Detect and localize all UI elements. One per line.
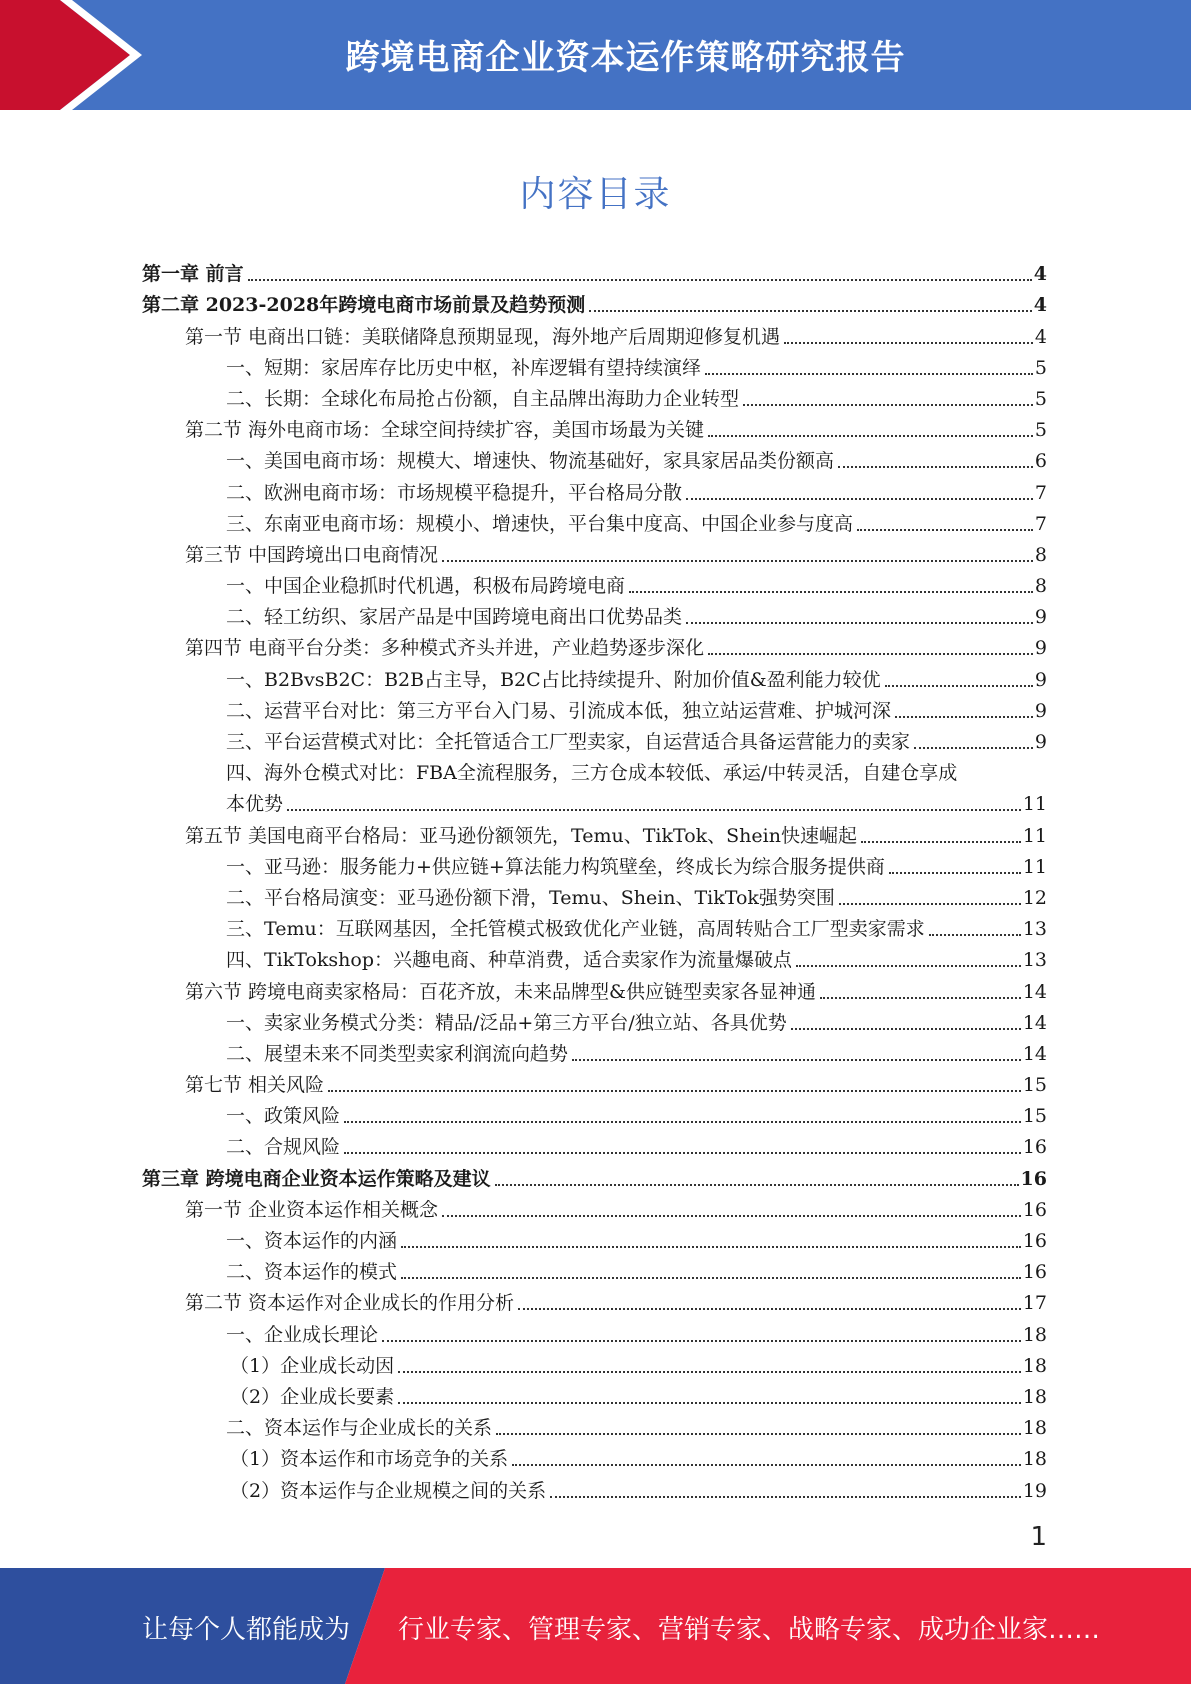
- toc-entry-page: 14: [1022, 980, 1047, 1003]
- footer-slogan-right: 行业专家、管理专家、营销专家、战略专家、成功企业家……: [398, 1615, 1101, 1645]
- dot-leader: [248, 279, 1032, 281]
- toc-entry-label: 第一章 前言: [142, 263, 244, 286]
- toc-entry[interactable]: [142, 1439, 1047, 1470]
- toc-entry-label: （1）企业成长动因: [230, 1354, 395, 1377]
- toc-entry-page: 16: [1020, 1167, 1047, 1190]
- toc-entry[interactable]: [142, 971, 1047, 1002]
- toc-entry-label: 一、卖家业务模式分类：精品/泛品+第三方平台/独立站、各具优势: [226, 1011, 787, 1034]
- report-title: 跨境电商企业资本运作策略研究报告: [345, 38, 906, 78]
- dot-leader: [398, 1371, 1021, 1373]
- toc-entry[interactable]: [142, 535, 1047, 566]
- dot-leader: [743, 404, 1033, 406]
- table-of-contents: [142, 254, 1047, 1502]
- dot-leader: [705, 373, 1033, 375]
- toc-entry[interactable]: [142, 1252, 1047, 1283]
- dot-leader: [328, 1090, 1021, 1092]
- dot-leader: [572, 1059, 1021, 1061]
- dot-leader: [708, 435, 1033, 437]
- toc-entry-page: 15: [1022, 1074, 1047, 1097]
- dot-leader: [550, 1496, 1021, 1498]
- toc-entry[interactable]: [142, 659, 1047, 690]
- toc-entry-page: 7: [1034, 481, 1047, 504]
- toc-entry-page: 7: [1034, 512, 1047, 535]
- toc-entry-page: 18: [1022, 1354, 1047, 1377]
- toc-entry-page: 12: [1022, 886, 1047, 909]
- toc-entry-label: 第二节 资本运作对企业成长的作用分析: [185, 1292, 515, 1315]
- toc-entry-label: 一、B2BvsB2C：B2B占主导，B2C占比持续提升、附加价值&盈利能力较优: [226, 668, 881, 691]
- toc-entry-label: 二、资本运作的模式: [226, 1261, 398, 1284]
- dot-leader: [839, 903, 1021, 905]
- toc-entry-page: 4: [1033, 263, 1047, 286]
- toc-entry-page: 17: [1022, 1292, 1047, 1315]
- toc-entry[interactable]: [142, 441, 1047, 472]
- toc-entry-label: （2）资本运作与企业规模之间的关系: [230, 1479, 547, 1502]
- toc-entry-label: 二、平台格局演变：亚马逊份额下滑，Temu、Shein、TikTok强势突围: [226, 886, 835, 909]
- toc-entry[interactable]: [142, 1158, 1047, 1189]
- dot-leader: [929, 934, 1021, 936]
- toc-entry[interactable]: [142, 1221, 1047, 1252]
- toc-entry-label: 二、运营平台对比：第三方平台入门易、引流成本低，独立站运营难、护城河深: [226, 699, 892, 722]
- toc-entry-label: 二、资本运作与企业成长的关系: [226, 1417, 493, 1440]
- dot-leader: [589, 310, 1032, 312]
- toc-entry-label: 第三节 中国跨境出口电商情况: [185, 543, 439, 566]
- dot-leader: [895, 716, 1033, 718]
- toc-entry[interactable]: [142, 628, 1047, 659]
- dot-leader: [861, 841, 1021, 843]
- toc-entry-label: 第一节 企业资本运作相关概念: [185, 1198, 439, 1221]
- toc-entry-label: 第四节 电商平台分类：多种模式齐头并进，产业趋势逐步深化: [185, 637, 705, 660]
- dot-leader: [791, 1028, 1021, 1030]
- toc-entry[interactable]: [142, 285, 1047, 316]
- toc-entry-label: 一、美国电商市场：规模大、增速快、物流基础好，家具家居品类份额高: [226, 450, 835, 473]
- toc-entry[interactable]: [142, 1470, 1047, 1501]
- toc-entry-page: 11: [1022, 855, 1047, 878]
- toc-entry-page: 14: [1022, 1011, 1047, 1034]
- toc-entry[interactable]: [142, 1096, 1047, 1127]
- dot-leader: [344, 1152, 1021, 1154]
- toc-entry[interactable]: [142, 348, 1047, 379]
- toc-entry[interactable]: [142, 753, 1047, 815]
- toc-entry[interactable]: [142, 1190, 1047, 1221]
- toc-entry-label: 三、Temu：互联网基因，全托管模式极致优化产业链，高周转贴合工厂型卖家需求: [226, 918, 925, 941]
- toc-entry-page: 15: [1022, 1105, 1047, 1128]
- toc-entry-page: 16: [1022, 1261, 1047, 1284]
- toc-entry[interactable]: [142, 1034, 1047, 1065]
- toc-entry-page: 11: [1022, 824, 1047, 847]
- toc-entry-label: 二、欧洲电商市场：市场规模平稳提升，平台格局分散: [226, 481, 683, 504]
- toc-entry-page: 18: [1022, 1417, 1047, 1440]
- dot-leader: [287, 809, 1021, 811]
- dot-leader: [518, 1308, 1021, 1310]
- toc-entry-label-continued: 本优势: [226, 793, 284, 816]
- toc-entry-page: 13: [1022, 949, 1047, 972]
- dot-leader: [512, 1464, 1021, 1466]
- toc-title: 内容目录: [519, 174, 672, 215]
- toc-entry[interactable]: [142, 1065, 1047, 1096]
- toc-entry-page: 9: [1034, 668, 1047, 691]
- toc-entry[interactable]: [142, 410, 1047, 441]
- toc-entry-page: 5: [1034, 387, 1047, 410]
- toc-entry-label: 一、短期：家居库存比历史中枢，补库逻辑有望持续演绎: [226, 356, 702, 379]
- dot-leader: [857, 529, 1033, 531]
- toc-entry-page: 5: [1034, 356, 1047, 379]
- dot-leader: [495, 1184, 1019, 1186]
- toc-entry[interactable]: [142, 1377, 1047, 1408]
- footer-band: [0, 1568, 1191, 1684]
- toc-entry-label: 三、平台运营模式对比：全托管适合工厂型卖家，自运营适合具备运营能力的卖家: [226, 731, 911, 753]
- toc-entry[interactable]: [142, 316, 1047, 347]
- toc-entry[interactable]: [142, 1314, 1047, 1345]
- toc-entry-page: 14: [1022, 1042, 1047, 1065]
- toc-entry-page: 18: [1022, 1448, 1047, 1471]
- toc-entry-label: 四、海外仓模式对比：FBA全流程服务，三方仓成本较低、承运/中转灵活，自建仓享成: [226, 762, 958, 785]
- toc-entry-label: 二、长期：全球化布局抢占份额，自主品牌出海助力企业转型: [226, 387, 740, 410]
- toc-entry[interactable]: [142, 504, 1047, 535]
- toc-entry[interactable]: [142, 940, 1047, 971]
- toc-entry[interactable]: [142, 691, 1047, 722]
- dot-leader: [708, 653, 1033, 655]
- toc-entry-label: 第七节 相关风险: [185, 1074, 325, 1097]
- toc-entry-label: 二、合规风险: [226, 1136, 341, 1159]
- dot-leader: [820, 997, 1021, 999]
- page-number: 1: [1030, 1522, 1047, 1552]
- dot-leader: [914, 747, 1033, 749]
- toc-entry-page: 16: [1022, 1136, 1047, 1159]
- header-band: [0, 0, 1191, 110]
- toc-entry-page: 19: [1022, 1479, 1047, 1502]
- footer-slogan-left: 让每个人都能成为: [142, 1615, 351, 1645]
- toc-entry-page: 8: [1034, 543, 1047, 566]
- dot-leader: [889, 872, 1021, 874]
- toc-entry[interactable]: [142, 1003, 1047, 1034]
- dot-leader: [344, 1121, 1021, 1123]
- toc-entry-page: 9: [1034, 731, 1047, 753]
- toc-entry-label: （1）资本运作和市场竞争的关系: [230, 1448, 509, 1471]
- toc-entry[interactable]: [142, 878, 1047, 909]
- toc-entry[interactable]: [142, 909, 1047, 940]
- toc-entry-label: （2）企业成长要素: [230, 1385, 395, 1408]
- toc-entry-page: 18: [1022, 1385, 1047, 1408]
- toc-entry-label: 第三章 跨境电商企业资本运作策略及建议: [142, 1167, 491, 1190]
- toc-entry-label: 一、亚马逊：服务能力+供应链+算法能力构筑壁垒，终成长为综合服务提供商: [226, 855, 885, 878]
- toc-entry-page: 4: [1033, 294, 1047, 317]
- toc-entry-page: 13: [1022, 918, 1047, 941]
- toc-entry-page: 8: [1034, 575, 1047, 598]
- toc-entry[interactable]: [142, 254, 1047, 285]
- toc-entry-label: 二、轻工纺织、家居产品是中国跨境电商出口优势品类: [226, 606, 683, 629]
- toc-entry-page: 6: [1034, 450, 1047, 473]
- dot-leader: [784, 342, 1033, 344]
- toc-entry[interactable]: [142, 379, 1047, 410]
- toc-entry[interactable]: [142, 1408, 1047, 1439]
- toc-entry-label: 第六节 跨境电商卖家格局：百花齐放，未来品牌型&供应链型卖家各显神通: [185, 980, 816, 1003]
- toc-entry-page: 9: [1034, 637, 1047, 660]
- toc-entry-page: 4: [1034, 325, 1047, 348]
- toc-entry-page: 11: [1022, 793, 1047, 816]
- toc-entry-label: 第一节 电商出口链：美联储降息预期显现，海外地产后周期迎修复机遇: [185, 325, 781, 348]
- dot-leader: [401, 1277, 1021, 1279]
- toc-entry[interactable]: [142, 566, 1047, 597]
- toc-entry-label: 二、展望未来不同类型卖家利润流向趋势: [226, 1042, 569, 1065]
- toc-entry-label: 三、东南亚电商市场：规模小、增速快，平台集中度高、中国企业参与度高: [226, 512, 854, 535]
- dot-leader: [442, 1215, 1021, 1217]
- toc-entry[interactable]: [142, 472, 1047, 503]
- dot-leader: [496, 1433, 1021, 1435]
- dot-leader: [382, 1340, 1021, 1342]
- dot-leader: [629, 591, 1033, 593]
- toc-entry[interactable]: [142, 847, 1047, 878]
- toc-entry-label: 一、政策风险: [226, 1105, 341, 1128]
- toc-entry-page: 16: [1022, 1198, 1047, 1221]
- dot-leader: [442, 560, 1033, 562]
- toc-entry[interactable]: [142, 1346, 1047, 1377]
- toc-entry-page: 9: [1034, 606, 1047, 629]
- dot-leader: [885, 685, 1033, 687]
- toc-entry-label: 第五节 美国电商平台格局：亚马逊份额领先，Temu、TikTok、Shein快速崛起: [185, 824, 857, 847]
- toc-entry-page: 5: [1034, 419, 1047, 442]
- toc-entry[interactable]: [142, 722, 1047, 753]
- dot-leader: [401, 1246, 1021, 1248]
- toc-entry-label: 一、企业成长理论: [226, 1323, 379, 1346]
- toc-entry-page: 18: [1022, 1323, 1047, 1346]
- toc-entry-page: 16: [1022, 1230, 1047, 1252]
- toc-entry-label: 第二节 海外电商市场：全球空间持续扩容，美国市场最为关键: [185, 419, 705, 442]
- dot-leader: [796, 965, 1021, 967]
- dot-leader: [838, 466, 1033, 468]
- dot-leader: [686, 498, 1033, 500]
- toc-entry-page: 9: [1034, 699, 1047, 722]
- dot-leader: [398, 1402, 1021, 1404]
- toc-entry[interactable]: [142, 1127, 1047, 1158]
- toc-entry[interactable]: [142, 1283, 1047, 1314]
- toc-entry-label: 第二章 2023-2028年跨境电商市场前景及趋势预测: [142, 294, 586, 317]
- toc-entry-label: 一、资本运作的内涵: [226, 1230, 398, 1252]
- dot-leader: [686, 622, 1033, 624]
- toc-entry[interactable]: [142, 597, 1047, 628]
- toc-entry-label: 四、TikTokshop：兴趣电商、种草消费，适合卖家作为流量爆破点: [226, 949, 793, 972]
- toc-entry[interactable]: [142, 815, 1047, 846]
- toc-entry-label: 一、中国企业稳抓时代机遇，积极布局跨境电商: [226, 575, 626, 598]
